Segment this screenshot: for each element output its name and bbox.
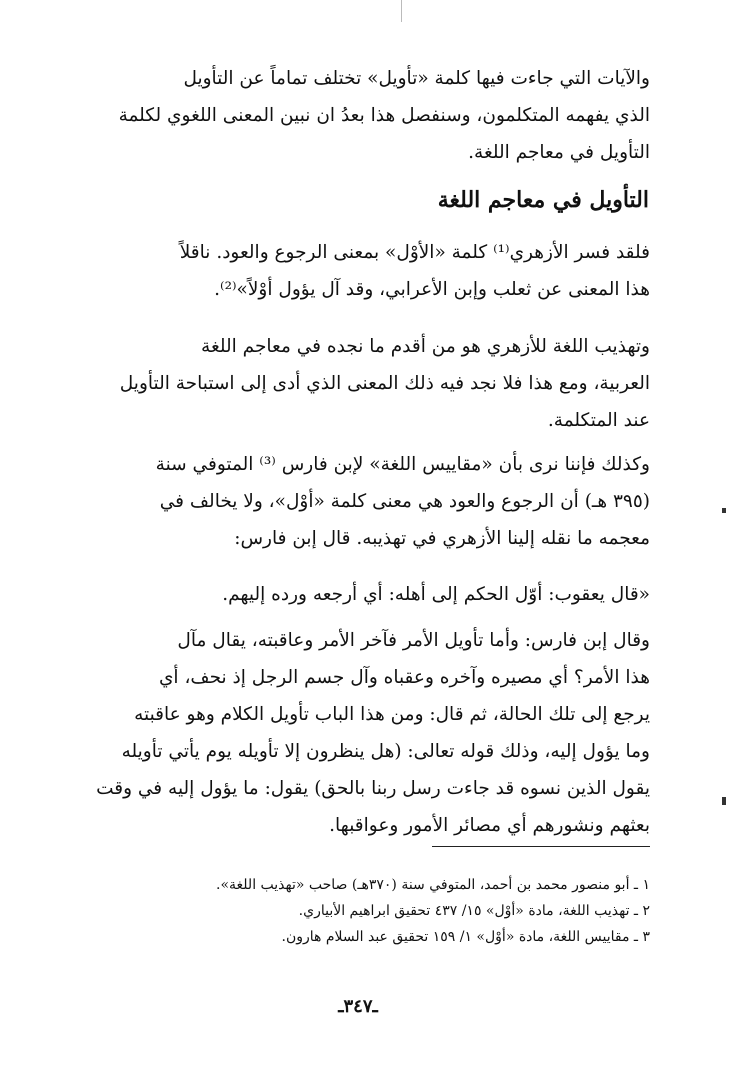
section-heading: التأويل في معاجم اللغة <box>437 187 649 213</box>
text-line: بعثهم ونشورهم أي مصائر الأمور وعواقبها. <box>329 815 650 836</box>
footnote-divider <box>432 846 650 847</box>
paragraph-ibn-faris <box>72 446 650 557</box>
text-line: التأويل في معاجم اللغة. <box>468 142 650 163</box>
text-line: وتهذيب اللغة للأزهري هو من أقدم ما نجده في معاجم اللغة <box>201 336 650 357</box>
scan-speck <box>722 508 726 513</box>
quote-yaqub <box>72 576 650 613</box>
scan-speck <box>722 797 726 805</box>
text-line: هذا الأمر؟ أي مصيره وآخره وعقباه وآل جسم الرجل إذ نحف، أي <box>158 667 650 688</box>
text-line: وكذلك فإننا نرى بأن «مقاييس اللغة» لإبن فارس ⁽³⁾ المتوفي سنة <box>155 454 650 475</box>
text-line: معجمه ما نقله إلينا الأزهري في تهذيبه. قال إبن فارس: <box>234 528 650 549</box>
footnote-2: ٢ ـ تهذيب اللغة، مادة «أوْل» ١٥/ ٤٣٧ تحقيق ابراهيم الأبياري. <box>298 903 650 919</box>
text-line: فلقد فسر الأزهري⁽¹⁾ كلمة «الأوْل» بمعنى الرجوع والعود. ناقلاً <box>179 242 650 263</box>
text-line: عند المتكلمة. <box>547 410 650 431</box>
text-line: العربية، ومع هذا فلا نجد فيه ذلك المعنى الذي أدى إلى استباحة التأويل <box>119 373 650 394</box>
text-line: يقول الذين نسوه قد جاءت رسل ربنا بالحق) يقول: ما يؤول إليه في وقت <box>96 778 650 799</box>
text-line: يرجع إلى تلك الحالة، ثم قال: ومن هذا الباب تأويل الكلام وهو عاقبته <box>134 704 650 725</box>
text-line: الذي يفهمه المتكلمون، وسنفصل هذا بعدُ ان نبين المعنى اللغوي لكلمة <box>118 105 650 126</box>
paragraph-tawil-meaning <box>72 622 650 844</box>
page-number: ـ٣٤٧ـ <box>338 996 378 1017</box>
text-line: والآيات التي جاءت فيها كلمة «تأويل» تختلف تماماً عن التأويل <box>183 68 650 89</box>
footnotes <box>100 872 650 950</box>
text-line: (٣٩٥ هـ) أن الرجوع والعود هي معنى كلمة «أوْل»، ولا يخالف في <box>159 491 650 512</box>
paragraph-tahdhib <box>72 328 650 439</box>
paragraph-azhari <box>72 234 650 308</box>
footnote-3: ٣ ـ مقاييس اللغة، مادة «أوْل» ١/ ١٥٩ تحقيق عبد السلام هارون. <box>281 929 650 945</box>
text-line: هذا المعنى عن ثعلب وإبن الأعرابي، وقد آل يؤول أوْلاً»⁽²⁾. <box>214 279 650 300</box>
text-line: «قال يعقوب: أوّل الحكم إلى أهله: أي أرجعه ورده إليهم. <box>222 584 650 605</box>
text-line: وقال إبن فارس: وأما تأويل الأمر فآخر الأمر وعاقبته، يقال مآل <box>177 630 650 651</box>
text-line: وما يؤول إليه، وذلك قوله تعالى: (هل ينظرون إلا تأويله يوم يأتي تأويله <box>121 741 650 762</box>
paragraph-intro <box>72 60 650 171</box>
footnote-1: ١ ـ أبو منصور محمد بن أحمد، المتوفي سنة (٣٧٠هـ) صاحب «تهذيب اللغة». <box>216 877 650 893</box>
scan-margin-mark <box>401 0 402 22</box>
